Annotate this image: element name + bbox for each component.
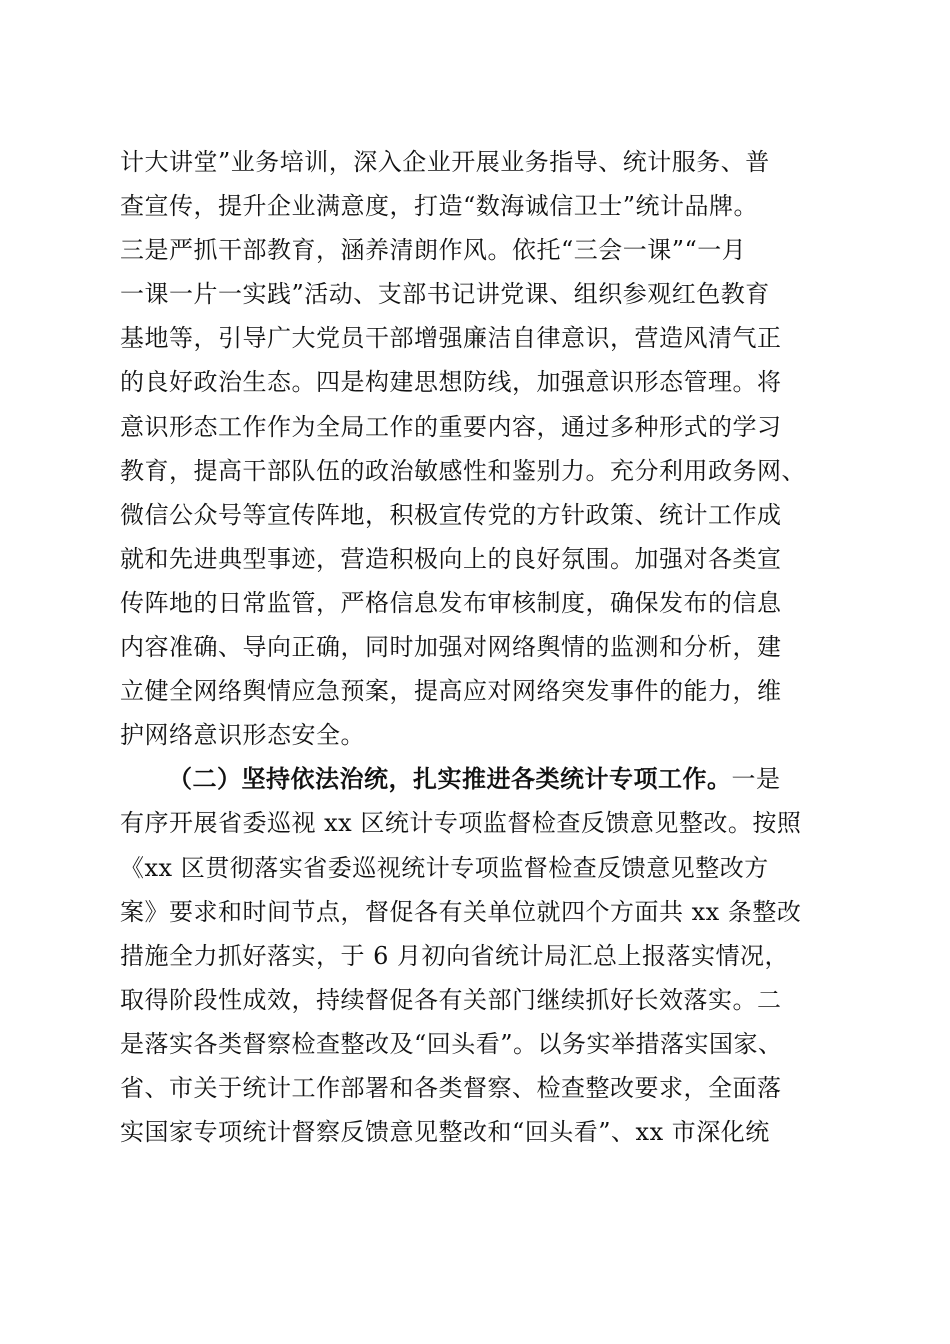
text-line: 一课一片一实践”活动、支部书记讲党课、组织参观红色教育 [120, 280, 770, 309]
text-line: 的良好政治生态。四是构建思想防线，加强意识形态管理。将 [120, 368, 782, 397]
text-line: 措施全力抓好落实，于 6 月初向省统计局汇总上报落实情况， [120, 941, 790, 970]
text-line: 查宣传，提升企业满意度，打造“数海诚信卫士”统计品牌。 [120, 192, 759, 221]
text-line: 就和先进典型事迹，营造积极向上的良好氛围。加强对各类宣 [120, 544, 782, 573]
text-line: 三是严抓干部教育，涵养清朗作风。依托“三会一课”“一月 [120, 236, 747, 265]
body-text [120, 140, 840, 1154]
text-line: 内容准确、导向正确，同时加强对网络舆情的监测和分析，建 [120, 633, 782, 662]
text-line: 是落实各类督察检查整改及“回头看”。以务实举措落实国家、 [120, 1029, 783, 1058]
text-line: 教育，提高干部队伍的政治敏感性和鉴别力。充分利用政务网、 [120, 456, 806, 485]
text-line: 取得阶段性成效，持续督促各有关部门继续抓好长效落实。二 [120, 985, 782, 1014]
text-line: 微信公众号等宣传阵地，积极宣传党的方针政策、统计工作成 [120, 500, 782, 529]
text-line: 案》要求和时间节点，督促各有关单位就四个方面共 xx 条整改 [120, 897, 802, 926]
text-line: 计大讲堂”业务培训，深入企业开展业务指导、统计服务、普 [120, 148, 770, 176]
text-line: 《xx 区贯彻落实省委巡视统计专项监督检查反馈意见整改方 [120, 853, 769, 882]
text-line: 护网络意识形态安全。 [120, 721, 365, 750]
section-heading: （二）坚持依法治统，扎实推进各类统计专项工作。 [168, 764, 732, 794]
section-heading-tail: 一是 [731, 765, 781, 794]
text-line: 省、市关于统计工作部署和各类督察、检查整改要求，全面落 [120, 1073, 782, 1102]
text-line: 意识形态工作作为全局工作的重要内容，通过多种形式的学习 [120, 412, 782, 441]
text-line: 立健全网络舆情应急预案，提高应对网络突发事件的能力，维 [120, 677, 782, 706]
text-line: 有序开展省委巡视 xx 区统计专项监督检查反馈意见整改。按照 [120, 809, 802, 838]
text-line: 基地等，引导广大党员干部增强廉洁自律意识，营造风清气正 [120, 324, 782, 353]
text-line: 实国家专项统计督察反馈意见整改和“回头看”、xx 市深化统 [120, 1118, 770, 1147]
text-line: 传阵地的日常监管，严格信息发布审核制度，确保发布的信息 [120, 588, 782, 617]
section-heading-line [120, 757, 840, 801]
